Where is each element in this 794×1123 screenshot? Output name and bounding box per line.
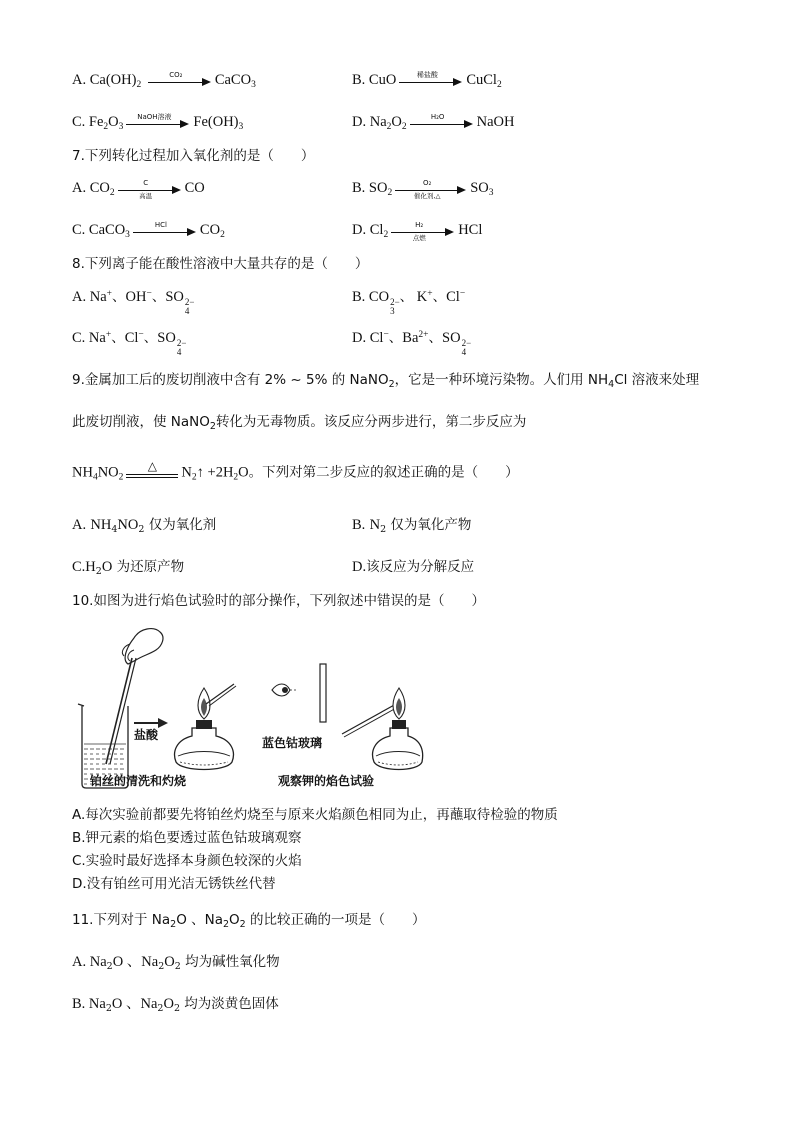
formula: HCl — [458, 222, 483, 238]
separator: 、 — [111, 330, 125, 346]
q8-option-b[interactable] — [352, 287, 465, 316]
ion: SO — [157, 330, 176, 346]
q10-option-b[interactable]: B.钾元素的焰色要透过蓝色钴玻璃观察 — [72, 830, 302, 846]
subscript: 2 — [95, 566, 102, 577]
subscript: 4 — [111, 524, 118, 535]
q7-option-a[interactable] — [72, 178, 205, 199]
formula: O — [164, 954, 175, 970]
arrow-condition: H₂O — [430, 112, 445, 121]
charge: − — [138, 330, 144, 340]
equation-equals-sign — [126, 459, 178, 484]
charge: − — [383, 330, 389, 340]
text: 为还原产物 — [112, 559, 185, 575]
subscript: 2 — [209, 421, 216, 432]
q9-stem-line2 — [72, 412, 526, 432]
reaction-arrow — [148, 71, 212, 91]
q8-option-a[interactable] — [72, 287, 194, 316]
text: 转化为无毒物质。该反应分两步进行，第二步反应为 — [215, 414, 527, 430]
flame-test-figure — [72, 624, 424, 794]
option-letter: B. — [352, 517, 366, 533]
option-letter: D. — [352, 222, 367, 238]
ion: Cl — [446, 289, 460, 305]
charge: 2− — [461, 338, 472, 348]
subscript: 2 — [383, 230, 389, 240]
option-letter: B. — [352, 289, 366, 305]
subscript: 3 — [488, 188, 494, 198]
arrow-condition-below: 点燃 — [412, 233, 426, 242]
charge: − — [459, 289, 466, 299]
ion: K — [416, 289, 428, 305]
subscript: 2 — [222, 919, 230, 930]
q10-stem: 10.如图为进行焰色试验时的部分操作，下列叙述中错误的是（ ） — [72, 593, 485, 609]
subscript: 2 — [173, 1003, 180, 1014]
hand-icon — [125, 629, 163, 664]
text: 。下列对第二步反应的叙述正确的是（ ） — [248, 464, 519, 481]
q11-option-b[interactable] — [72, 994, 279, 1014]
subscript: 2 — [170, 919, 177, 930]
formula: NaOH — [476, 114, 515, 130]
subscript: 2 — [388, 379, 395, 390]
subscript: 2 — [233, 472, 239, 483]
q6-option-b[interactable] — [352, 70, 502, 91]
q10-option-d[interactable]: D.没有铂丝可用光洁无锈铁丝代替 — [72, 876, 276, 892]
option-letter: A. — [72, 72, 87, 88]
text: 11.下列对于 Na — [72, 912, 171, 928]
subscript: 2 — [109, 188, 115, 198]
text: O — [229, 912, 240, 928]
formula: CO — [89, 180, 110, 196]
alcohol-lamp-icon — [175, 688, 234, 770]
subscript: 2 — [380, 524, 387, 535]
subscript: 2 — [386, 122, 392, 132]
charge: + — [106, 289, 113, 299]
charge: + — [427, 289, 433, 299]
option-letter: B. — [352, 180, 366, 196]
separator: 、 — [151, 289, 166, 305]
charge: 2+ — [418, 330, 429, 340]
option-letter: C. — [72, 559, 86, 575]
q6-option-c[interactable] — [72, 112, 243, 133]
charge: 2− — [390, 297, 400, 307]
text: 9.金属加工后的废切削液中含有 2% ~ 5% 的 NaNO — [72, 372, 389, 388]
arrow-condition: HCl — [154, 220, 167, 229]
subscript: 2 — [136, 80, 142, 90]
option-letter: C. — [72, 330, 86, 346]
caption-left: 铂丝的清洗和灼烧 — [90, 774, 187, 788]
arrow-condition: O₂ — [423, 178, 432, 187]
reaction-arrow — [126, 113, 190, 133]
subscript: 2 — [496, 80, 502, 90]
formula: Fe(OH) — [193, 114, 239, 130]
reaction-arrow — [410, 113, 474, 133]
q7-option-c[interactable] — [72, 220, 225, 241]
formula: H — [85, 559, 96, 575]
reaction-arrow — [391, 221, 455, 241]
formula: Ca(OH) — [89, 72, 137, 88]
formula: NH — [90, 517, 112, 533]
q11-option-a[interactable] — [72, 952, 280, 972]
option-letter: D. — [352, 114, 367, 130]
subscript: 4 — [176, 347, 182, 357]
ion: SO — [442, 330, 461, 346]
ion: Cl — [369, 330, 384, 346]
q10-option-a[interactable]: A.每次实验前都要先将铂丝灼烧至与原来火焰颜色相同为止，再蘸取待检验的物质 — [72, 807, 558, 823]
text: 的比较正确的一项是（ ） — [245, 912, 426, 928]
separator: 、 — [388, 330, 403, 346]
separator: 、 — [428, 330, 443, 346]
option-letter: D. — [352, 559, 367, 575]
charge: 2− — [184, 297, 195, 307]
formula: O 、Na — [112, 954, 159, 970]
subscript: 2 — [157, 1003, 164, 1014]
subscript: 2 — [191, 472, 197, 483]
alcohol-lamp-icon — [373, 688, 423, 770]
subscript: 2 — [401, 122, 407, 132]
formula: O — [163, 996, 174, 1012]
subscript: 2 — [103, 122, 109, 132]
option-letter: A. — [72, 954, 87, 970]
text: 该反应为分解反应 — [366, 559, 475, 575]
formula: NO — [97, 464, 119, 481]
subscript: 3 — [390, 306, 395, 316]
subscript: 4 — [184, 306, 190, 316]
ion: OH — [125, 289, 147, 305]
q9-option-c[interactable] — [72, 557, 184, 577]
subscript: 2 — [239, 919, 246, 930]
reaction-arrow — [118, 179, 182, 199]
formula: N — [181, 464, 192, 481]
charge: + — [105, 330, 112, 340]
text: 此废切削液，使 NaNO — [72, 414, 210, 430]
q10-option-c[interactable]: C.实验时最好选择本身颜色较深的火焰 — [72, 853, 302, 869]
flame-test-illustration — [72, 624, 424, 794]
arrow-condition: CO₂ — [169, 70, 183, 79]
formula: CuO — [368, 72, 397, 88]
text: Cl 溶液来处理 — [614, 372, 700, 388]
ion: Ba — [402, 330, 419, 346]
gas-arrow: ↑ — [196, 464, 204, 481]
formula: O — [391, 114, 402, 130]
subscript: 2 — [220, 230, 225, 240]
reaction-arrow — [133, 221, 197, 241]
q8-stem: 8.下列离子能在酸性溶液中大量共存的是（ ） — [72, 256, 369, 272]
subscript: 3 — [118, 122, 124, 132]
separator: 、 — [399, 289, 414, 305]
ion: Na — [88, 330, 106, 346]
arrow-condition: NaOH溶液 — [137, 112, 172, 121]
text: O 、Na — [176, 912, 223, 928]
ion: Na — [89, 289, 107, 305]
q8-option-c[interactable] — [72, 328, 186, 357]
subscript: 4 — [461, 347, 467, 357]
separator: 、 — [112, 289, 126, 305]
reaction-arrow — [395, 179, 467, 199]
ion: CO — [368, 289, 390, 305]
caption-right: 观察钾的焰色试验 — [278, 774, 375, 788]
charge: − — [146, 289, 152, 299]
formula: NO — [117, 517, 139, 533]
formula: CuCl — [466, 72, 497, 88]
formula: CO — [184, 180, 205, 196]
formula: Na — [369, 114, 387, 130]
subscript: 2 — [387, 188, 393, 198]
charge: 2− — [176, 338, 187, 348]
formula: O — [108, 114, 119, 130]
option-letter: D. — [352, 330, 367, 346]
subscript: 3 — [238, 122, 244, 132]
q9-stem-line1 — [72, 370, 699, 390]
formula: SO — [470, 180, 489, 196]
option-letter: B. — [72, 996, 86, 1012]
formula: +2H — [203, 464, 234, 481]
q8-option-d[interactable] — [352, 328, 471, 357]
q9-equation-line — [72, 459, 519, 484]
formula: O — [101, 559, 113, 575]
subscript: 2 — [158, 961, 165, 972]
arrow-condition-below: 催化剂,△ — [413, 191, 441, 200]
subscript: 2 — [174, 961, 181, 972]
subscript: 4 — [608, 379, 615, 390]
option-letter: A. — [72, 517, 87, 533]
formula: Cl — [369, 222, 384, 238]
arrow-condition: H₂ — [415, 220, 424, 229]
reaction-arrow — [399, 71, 463, 91]
formula: O 、Na — [111, 996, 158, 1012]
cobalt-glass-label: 蓝色钴玻璃 — [262, 736, 323, 750]
arrow-condition: 稀盐酸 — [416, 70, 438, 79]
formula: Na — [85, 996, 106, 1012]
arrow-condition: C — [143, 178, 149, 187]
formula: CaCO — [88, 222, 126, 238]
option-letter: A. — [72, 180, 87, 196]
formula: NH — [72, 464, 93, 481]
subscript: 3 — [251, 80, 256, 90]
q9-option-d[interactable] — [352, 557, 474, 577]
option-letter: C. — [72, 222, 86, 238]
formula: N — [369, 517, 381, 533]
subscript: 2 — [118, 472, 124, 483]
q7-option-b[interactable] — [352, 178, 494, 199]
formula: SO — [368, 180, 388, 196]
text: ，它是一种环境污染物。人们用 NH — [394, 372, 609, 388]
subscript: 3 — [125, 230, 130, 240]
subscript: 4 — [92, 472, 98, 483]
option-letter: A. — [72, 289, 87, 305]
formula: Fe — [88, 114, 104, 130]
q6-option-a[interactable] — [72, 70, 256, 91]
q11-stem — [72, 910, 426, 930]
option-letter: B. — [352, 72, 366, 88]
ion: Cl — [124, 330, 139, 346]
q9-option-b[interactable] — [352, 515, 471, 535]
text: 仅为氧化产物 — [386, 517, 472, 533]
formula: Na — [86, 954, 107, 970]
text: 仅为氧化剂 — [144, 517, 217, 533]
option-letter: C. — [72, 114, 86, 130]
text: 均为碱性氧化物 — [180, 954, 280, 970]
arrow-condition-below: 高温 — [139, 191, 153, 200]
subscript: 2 — [138, 524, 145, 535]
eye-icon — [272, 684, 296, 696]
q7-stem: 7.下列转化过程加入氧化剂的是（ ） — [72, 148, 315, 164]
subscript: 2 — [106, 961, 113, 972]
separator: 、 — [143, 330, 158, 346]
hcl-label: 盐酸 — [134, 728, 159, 742]
subscript: 2 — [105, 1003, 112, 1014]
q6-option-d[interactable] — [352, 112, 515, 133]
cobalt-glass-icon — [320, 664, 326, 722]
formula: CO — [199, 222, 221, 238]
formula: O — [238, 464, 249, 481]
q7-option-d[interactable] — [352, 220, 482, 241]
formula: CaCO — [214, 72, 252, 88]
separator: 、 — [432, 289, 447, 305]
heat-symbol: △ — [147, 459, 158, 473]
text: 均为淡黄色固体 — [179, 996, 279, 1012]
q9-option-a[interactable] — [72, 515, 216, 535]
ion: SO — [165, 289, 184, 305]
